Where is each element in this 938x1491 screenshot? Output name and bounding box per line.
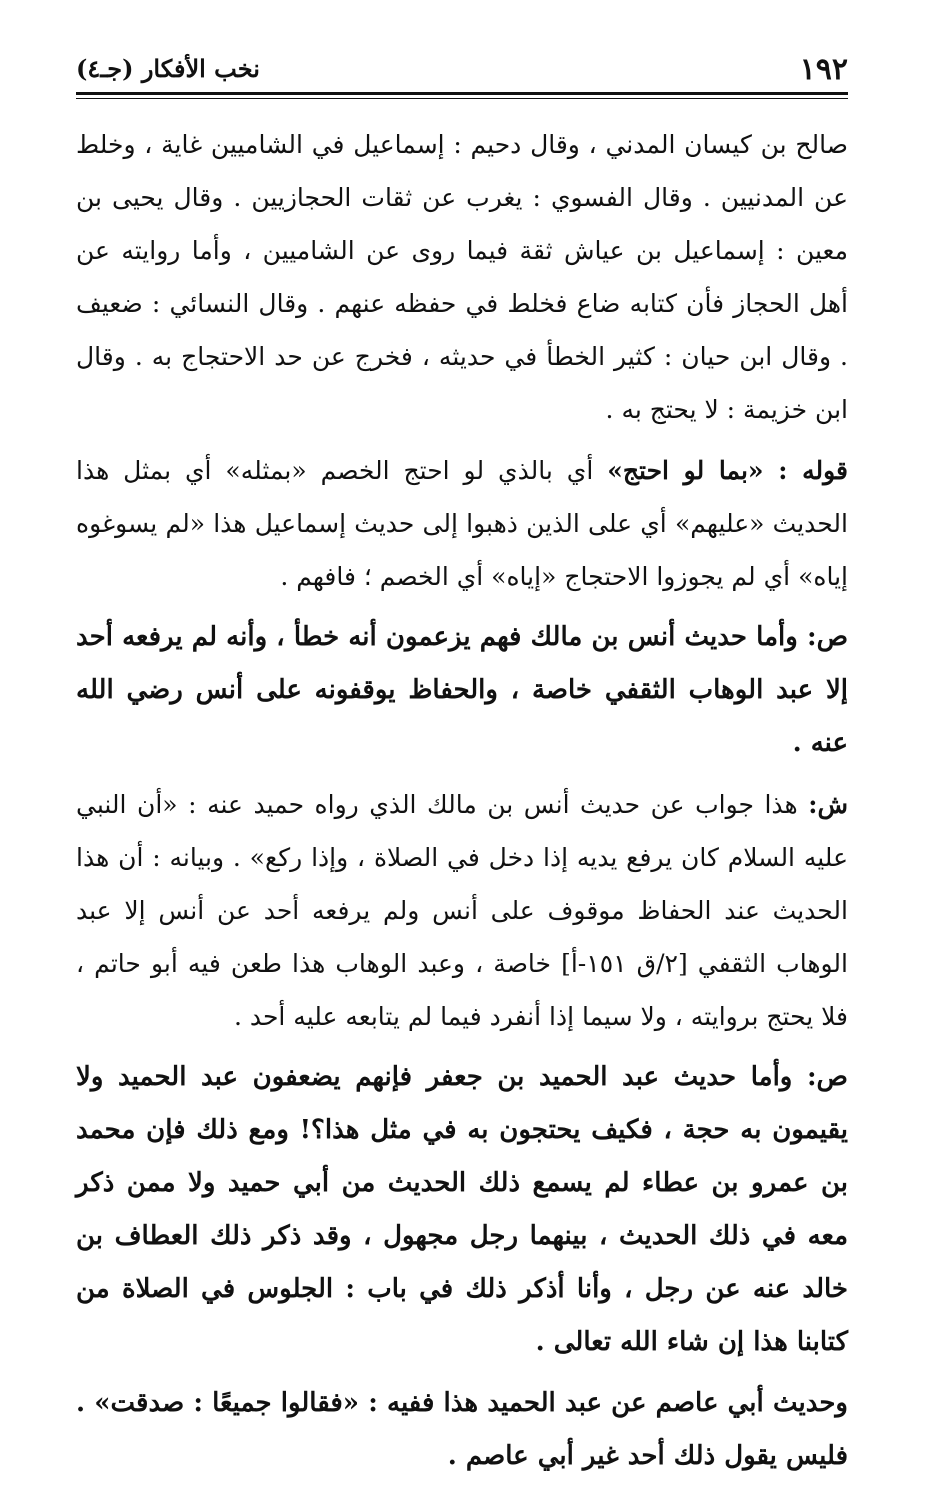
paragraph-4 [76, 778, 848, 1043]
paragraph-lead: ص: [806, 1062, 848, 1092]
page-number: ١٩٢ [799, 52, 848, 87]
paragraph-text: أي بالذي لو احتج الخصم «بمثله» أي بمثل هذا الحديث «عليهم» أي على الذين ذهبوا إلى حديث إسماعيل هذا «لم يسوغوه إياه» أي لم يجوزوا الاحتجاج «إياه» أي الخصم ؛ فافهم . [76, 456, 848, 591]
paragraph-1 [76, 118, 848, 436]
paragraph-text: وأما حديث عبد الحميد بن جعفر فإنهم يضعفون عبد الحميد ولا يقيمون به حجة ، فكيف يحتجون به في مثل هذا؟! ومع ذلك فإن محمد بن عمرو بن عطاء لم يسمع ذلك الحديث من أبي حميد ولا ممن ذكر معه في ذلك الحديث ، بينهما رجل مجهول ، وقد ذكر ذلك العطاف بن خالد عنه عن رجل ، وأنا أذكر ذلك في باب : الجلوس في الصلاة من كتابنا هذا إن شاء الله تعالى . [76, 1062, 848, 1357]
paragraph-text: صالح بن كيسان المدني ، وقال دحيم : إسماعيل في الشاميين غاية ، وخلط عن المدنيين . وقال الفسوي : يغرب عن ثقات الحجازيين . وقال يحيى بن معين : إسماعيل بن عياش ثقة فيما روى عن الشاميين ، وأما روايته عن أهل الحجاز فأن كتابه ضاع فخلط في حفظه عنهم . وقال النسائي : ضعيف . وقال ابن حيان : كثير الخطأ في حديثه ، فخرج عن حد الاحتجاج به . وقال ابن خزيمة : لا يحتج به . [76, 130, 848, 424]
book-title: نخب الأفكار (جـ٤) [76, 54, 260, 83]
paragraph-5 [76, 1051, 848, 1369]
paragraph-6 [76, 1377, 848, 1483]
header-rule-thin [76, 98, 848, 99]
header-rule-thick [76, 92, 848, 95]
paragraph-3 [76, 611, 848, 770]
paragraph-lead: ش: [808, 790, 849, 819]
page-body [76, 118, 848, 1491]
running-header [76, 48, 848, 88]
paragraph-2 [76, 444, 848, 603]
paragraph-lead: ص: [806, 622, 848, 652]
paragraph-lead: قوله : «بما لو احتج» [607, 456, 849, 485]
paragraph-text: هذا جواب عن حديث أنس بن مالك الذي رواه حميد عنه : «أن النبي عليه السلام كان يرفع يديه إذا دخل في الصلاة ، وإذا ركع» . وبيانه : أن هذا الحديث عند الحفاظ موقوف على أنس ولم يرفعه أحد عن أنس إلا عبد الوهاب الثقفي [٢/ق ١٥١-أ] خاصة ، وعبد الوهاب هذا طعن فيه أبو حاتم ، فلا يحتج بروايته ، ولا سيما إذا أنفرد فيما لم يتابعه عليه أحد . [76, 790, 848, 1031]
paragraph-text: وأما حديث أنس بن مالك فهم يزعمون أنه خطأ ، وأنه لم يرفعه أحد إلا عبد الوهاب الثقفي خاصة ، والحفاظ يوقفونه على أنس رضي الله عنه . [76, 622, 848, 758]
paragraph-text: وحديث أبي عاصم عن عبد الحميد هذا ففيه : «فقالوا جميعًا : صدقت» . فليس يقول ذلك أحد غير أبي عاصم . [76, 1388, 848, 1471]
